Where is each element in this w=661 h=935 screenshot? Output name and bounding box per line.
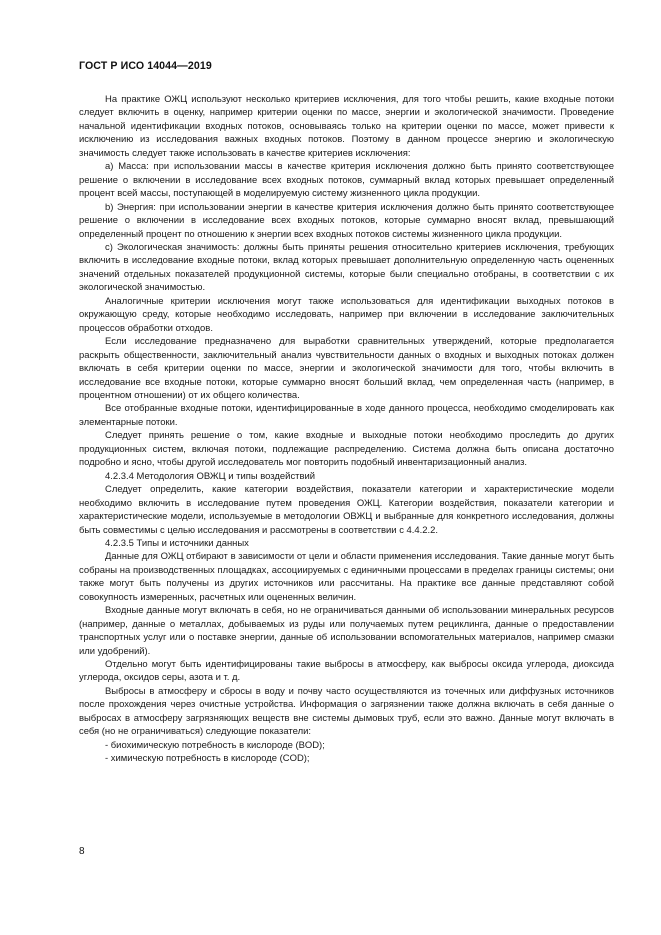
paragraph: На практике ОЖЦ используют несколько критериев исключения, для того чтобы решить, какие входные потоки следует включить в оценку, например критерии оценки по массе, энергии и экологической значимости. Проведение начальной идентификации входных потоков, основываясь только на критерии оценки по массе, может привести к исключению из исследования важных входных потоков. Поэтому в данном процессе энергию и экологическую значимость следует также использовать в качестве критериев исключения: bbox=[79, 94, 614, 159]
paragraph: Выбросы в атмосферу и сбросы в воду и почву часто осуществляются из точечных или диффузных источников после прохождения через очистные устройства. Информация о загрязнении также должна включать в себя данные о выбросах в атмосферу загрязняющих веществ вне системы дымовых труб, если это важно. Данные могут включать в себя (но не ограничиваться) следующие показатели: bbox=[79, 685, 614, 738]
section-heading: 4.2.3.4 Методология ОВЖЦ и типы воздействий bbox=[105, 470, 316, 482]
paragraph: Аналогичные критерии исключения могут также использоваться для идентификации выходных потоков в окружающую среду, которые необходимо исследовать, например при включении в исследование заключительных процессов обработки отходов. bbox=[79, 295, 614, 334]
document-body bbox=[79, 93, 614, 766]
paragraph: Все отобранные входные потоки, идентифицированные в ходе данного процесса, необходимо смоделировать как элементарные потоки. bbox=[79, 403, 614, 428]
paragraph: Следует определить, какие категории воздействия, показатели категории и характеристические модели необходимо включить в исследование путем проведения ОЖЦ. Категории воздействия, показатели категории и характеристические модели, используемые в методологии ОВЖЦ и выбранные для конкретного исследования, должны быть совместимы с целью исследования и рассмотрены в соответствии с 4.4.2.2. bbox=[79, 484, 614, 536]
paragraph: Входные данные могут включать в себя, но не ограничиваться данными об использовании минеральных ресурсов (например, данные о металлах, добываемых из руды или получаемых путем рециклинга, данные о предоставлении транспортных услуг или о поставке энергии, данные об использовании вспомогательных материалов, например смазки или удобрений). bbox=[79, 605, 614, 657]
paragraph: Следует принять решение о том, какие входные и выходные потоки необходимо проследить до других продукционных систем, включая потоки, подлежащие распределению. Система должна быть описана достаточно подробно и ясно, чтобы другой исследователь мог повторить подобный инвентаризационный анализ. bbox=[79, 430, 614, 469]
paragraph: Отдельно могут быть идентифицированы такие выбросы в атмосферу, как выбросы оксида углерода, диоксида углерода, оксидов серы, азота и т. д. bbox=[79, 659, 614, 684]
section-heading: 4.2.3.5 Типы и источники данных bbox=[105, 537, 249, 549]
paragraph: Если исследование предназначено для выработки сравнительных утверждений, которые предполагается раскрыть общественности, заключительный анализ чувствительности данных о входных и выходных потоках должен включать в себя критерии оценки по массе, энергии и экологической значимости для того, чтобы включить в исследование все входные потоки, которые суммарно вносят больший вклад, чем определенная часть (например, в процентном отношении) от их общего количества. bbox=[79, 336, 614, 401]
page-number: 8 bbox=[79, 846, 85, 857]
document-header: ГОСТ Р ИСО 14044—2019 bbox=[79, 60, 212, 72]
paragraph: Данные для ОЖЦ отбирают в зависимости от цели и области применения исследования. Такие данные могут быть собраны на производственных площадках, ассоциируемых с единичными процессами в пределах границы системы; они также могут быть получены из других источников или рассчитаны. На практике все данные представляют собой совокупность измеренных, расчетных или оцененных величин. bbox=[79, 551, 614, 603]
list-item-energy: b) Энергия: при использовании энергии в качестве критерия исключения должно быть принято соответствующее решение о включении в исследование всех входных потоков, которые суммарно вносят вклад, превышающий определенный процент по отношению к энергии всех входных потоков системы жизненного цикла продукции. bbox=[79, 201, 614, 240]
list-item: - химическую потребность в кислороде (COD); bbox=[105, 753, 310, 765]
list-item-environmental: c) Экологическая значимость: должны быть приняты решения относительно критериев исключения, требующих включить в исследование входные потоки, вклад которых превышает дополнительную определенную часть оцененных значений отдельных показателей продукционной системы, которые были специально отобраны, в соответствии с их экологической значимостью. bbox=[79, 241, 614, 294]
list-item-mass: a) Масса: при использовании массы в качестве критерия исключения должно быть принято соответствующее решение о включении в исследование всех входных потоков, суммарный вклад которых превышает определенный процент всей массы, поступающей в моделируемую систему жизненного цикла продукции. bbox=[79, 161, 614, 200]
list-item: - биохимическую потребность в кислороде (BOD); bbox=[105, 739, 325, 751]
